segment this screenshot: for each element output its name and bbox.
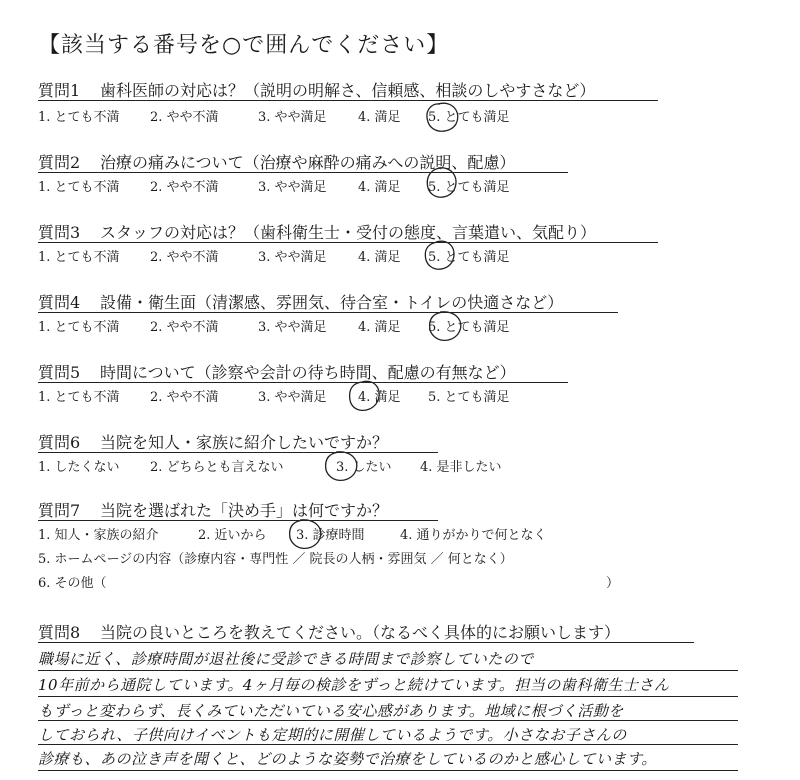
question-number: 質問3 (38, 223, 81, 242)
question-underline (38, 312, 618, 313)
question-underline (38, 642, 694, 643)
question-6 (38, 430, 388, 453)
question-underline (38, 242, 658, 243)
option-5[interactable]: 5. とても満足 (428, 390, 510, 405)
option-4[interactable]: 4. 満足 (358, 320, 401, 335)
question-2 (38, 150, 515, 173)
handwritten-line: 10年前から通院しています。4ヶ月毎の検診をずっと続けています。担当の歯科衛生士さん (38, 676, 670, 694)
option-1[interactable]: 1. したくない (38, 460, 120, 475)
option-4[interactable]: 4. 満足 (358, 180, 401, 195)
question-number: 質問8 (38, 623, 81, 642)
answer-rule (38, 670, 738, 671)
option-1[interactable]: 1. とても不満 (38, 110, 120, 125)
option-3[interactable]: 3. したい (336, 460, 392, 475)
option-5[interactable]: 5. とても満足 (428, 110, 510, 125)
options-row-7c (38, 572, 107, 591)
question-text: 歯科医師の対応は？（説明の明解さ、信頼感、相談のしやすさなど） (100, 81, 596, 100)
option-4[interactable]: 4. 満足 (358, 110, 401, 125)
option-1[interactable]: 1. とても不満 (38, 390, 120, 405)
question-underline (38, 520, 438, 521)
option-3[interactable]: 3. やや満足 (258, 390, 327, 405)
question-underline (38, 172, 568, 173)
question-3 (38, 220, 596, 243)
question-7 (38, 498, 388, 521)
question-number: 質問1 (38, 81, 81, 100)
question-number: 質問5 (38, 363, 81, 382)
question-text: 設備・衛生面（清潔感、雰囲気、待合室・トイレの快適さなど） (100, 293, 564, 312)
question-8 (38, 620, 620, 643)
handwritten-line: 職場に近く、診療時間が退社後に受診できる時間まで診察していたので (38, 650, 534, 668)
option-4[interactable]: 4. 満足 (358, 390, 401, 405)
question-number: 質問4 (38, 293, 81, 312)
question-underline (38, 382, 568, 383)
option-5[interactable]: 5. とても満足 (428, 180, 510, 195)
handwritten-line: 診療も、あの泣き声を聞くと、どのような姿勢で治療をしているのかと感心しています。 (38, 750, 657, 768)
option-2[interactable]: 2. 近いから (198, 528, 267, 543)
answer-rule (38, 744, 738, 745)
option-2[interactable]: 2. やや不満 (150, 180, 219, 195)
option-2[interactable]: 2. やや不満 (150, 390, 219, 405)
question-text: 治療の痛みについて（治療や麻酔の痛みへの説明、配慮） (100, 153, 516, 172)
option-4[interactable]: 4. 通りがかりで何となく (400, 528, 547, 543)
question-text: 時間について（診察や会計の待ち時間、配慮の有無など） (100, 363, 516, 382)
option-1[interactable]: 1. とても不満 (38, 180, 120, 195)
option-3[interactable]: 3. やや満足 (258, 320, 327, 335)
option-2[interactable]: 2. やや不満 (150, 320, 219, 335)
option-3[interactable]: 3. 診療時間 (296, 528, 365, 543)
option-2[interactable]: 2. どちらとも言えない (150, 460, 284, 475)
question-number: 質問2 (38, 153, 81, 172)
question-1 (38, 78, 595, 101)
instruction-heading: 【該当する番号を○で囲んでください】 (38, 33, 450, 58)
question-number: 質問6 (38, 433, 81, 452)
option-1[interactable]: 1. とても不満 (38, 250, 120, 265)
question-underline (38, 452, 438, 453)
option-3[interactable]: 3. やや満足 (258, 110, 327, 125)
option-4[interactable]: 4. 是非したい (420, 460, 502, 475)
option-5[interactable]: 5. とても満足 (428, 250, 510, 265)
option-2[interactable]: 2. やや不満 (150, 250, 219, 265)
handwritten-line: もずっと変わらず、長くみていただいている安心感があります。地域に根づく活動を (38, 702, 624, 720)
question-text: 当院を選ばれた「決め手」は何ですか？ (100, 501, 389, 520)
option-other-label[interactable]: 6. その他（ (38, 576, 107, 591)
question-text: 当院の良いところを教えてください。（なるべく具体的にお願いします） (100, 623, 621, 642)
question-text: スタッフの対応は？（歯科衛生士・受付の態度、言葉遣い、気配り） (100, 223, 597, 242)
option-2[interactable]: 2. やや不満 (150, 110, 219, 125)
question-5 (38, 360, 516, 383)
options-row-7b[interactable]: 5. ホームページの内容（診療内容・専門性 ／ 院長の人柄・雰囲気 ／ 何となく） (38, 552, 513, 567)
answer-rule (38, 720, 738, 721)
question-underline (38, 100, 658, 101)
handwritten-line: しておられ、子供向けイベントも定期的に開催しているようです。小さなお子さんの (38, 726, 627, 744)
option-3[interactable]: 3. やや満足 (258, 180, 327, 195)
question-number: 質問7 (38, 501, 81, 520)
option-1[interactable]: 1. とても不満 (38, 320, 120, 335)
option-other-close: ） (606, 576, 620, 591)
answer-rule (38, 770, 738, 771)
option-5[interactable]: 5. とても満足 (428, 320, 510, 335)
option-4[interactable]: 4. 満足 (358, 250, 401, 265)
option-3[interactable]: 3. やや満足 (258, 250, 327, 265)
option-1[interactable]: 1. 知人・家族の紹介 (38, 528, 159, 543)
answer-rule (38, 696, 738, 697)
question-text: 当院を知人・家族に紹介したいですか？ (100, 433, 389, 452)
question-4 (38, 290, 563, 313)
